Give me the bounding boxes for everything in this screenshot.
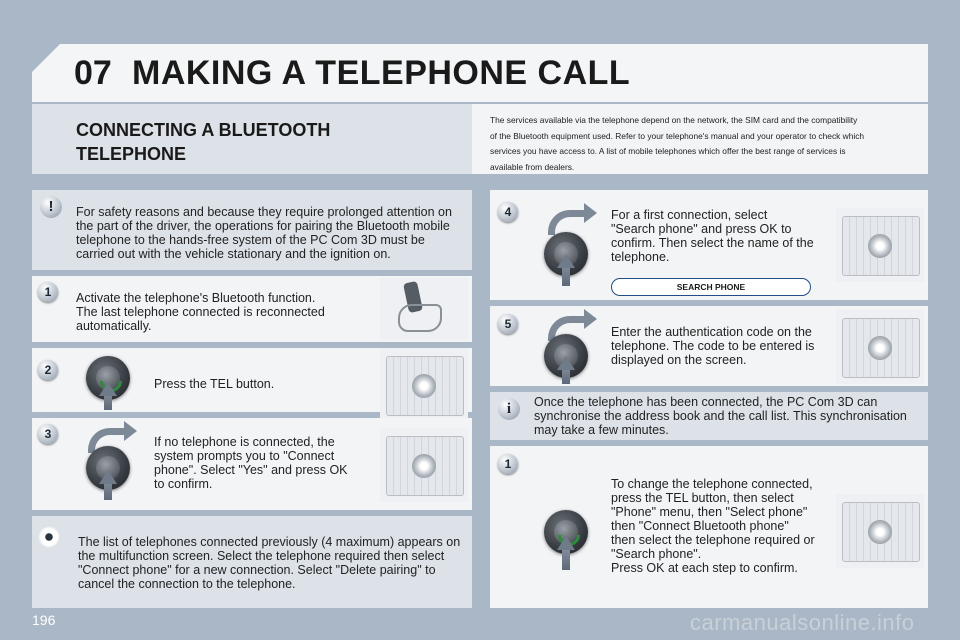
sun-icon [38, 526, 60, 548]
page-number: 196 [32, 612, 56, 628]
press-arrow-icon-4 [557, 254, 575, 268]
phone-hand-icon [380, 278, 468, 340]
console-icon [836, 208, 924, 282]
section-title-line2: TELEPHONE [76, 144, 187, 164]
step5-text: Enter the authentication code on the telephone. The code to be entered is displayed on the screen. [611, 325, 815, 367]
console-icon [836, 494, 924, 568]
info-icon: i [498, 398, 520, 420]
press-arrow-icon-5 [557, 356, 575, 370]
intro-text: The services available via the telephone depend on the network, the SIM card and the compatibility of the Bluetooth equipment used. Refer to your telephone's manual and your operator to check which services you have access to. A list of mobile telephones which offer the best range of services is available from dealers. [490, 115, 865, 172]
step1-text: Activate the telephone's Bluetooth function. The last telephone connected is reconnected automatically. [76, 291, 325, 333]
step3-text: If no telephone is connected, the system prompts you to "Connect phone". Select "Yes" and press OK to confirm. [154, 435, 348, 491]
watermark: carmanualsonline.info [690, 610, 915, 635]
step1-badge: 1 [38, 282, 58, 302]
info-text: Once the telephone has been connected, the PC Com 3D can synchronise the address book and the call list. This synchronisation may take a few minutes. [534, 395, 907, 437]
exclamation-icon: ! [40, 196, 62, 218]
press-arrow-icon-6 [557, 536, 575, 550]
warning-text: For safety reasons and because they require prolonged attention on the part of the driver, the operations for pairing the Bluetooth mobile telephone to the hands-free system of the PC Com 3D must be carried out with the vehicle stationary and the ignition on. [76, 205, 452, 261]
press-arrow-icon-3 [99, 470, 117, 484]
press-arrow-icon [99, 382, 117, 396]
section-title-line1: CONNECTING A BLUETOOTH [76, 120, 331, 140]
tip-text: The list of telephones connected previously (4 maximum) appears on the multifunction screen. Select the telephone required then select "Connect phone" for a new connection. Select "Delete pairing" to cancel the connection to the telephone. [78, 535, 461, 591]
console-icon [380, 428, 468, 502]
change-phone-text: To change the telephone connected, press the TEL button, then select "Phone" menu, then "Select phone" then "Connect Bluetooth phone" then select the telephone required or "Search phone". Press OK at each step to confirm. [611, 477, 815, 575]
step2-text: Press the TEL button. [154, 377, 275, 391]
page-title: MAKING A TELEPHONE CALL [132, 54, 631, 92]
step4-text: For a first connection, select "Search phone" and press OK to confirm. Then select the name of the telephone. [611, 208, 814, 264]
chapter-number: 07 [74, 54, 112, 92]
console-icon [836, 310, 924, 384]
step3-badge: 3 [38, 424, 58, 444]
search-phone-button[interactable]: SEARCH PHONE [611, 278, 811, 296]
step2-badge: 2 [38, 360, 58, 380]
console-icon [380, 348, 468, 422]
step5-badge: 5 [498, 314, 518, 334]
step4-badge: 4 [498, 202, 518, 222]
change-phone-badge: 1 [498, 454, 518, 474]
